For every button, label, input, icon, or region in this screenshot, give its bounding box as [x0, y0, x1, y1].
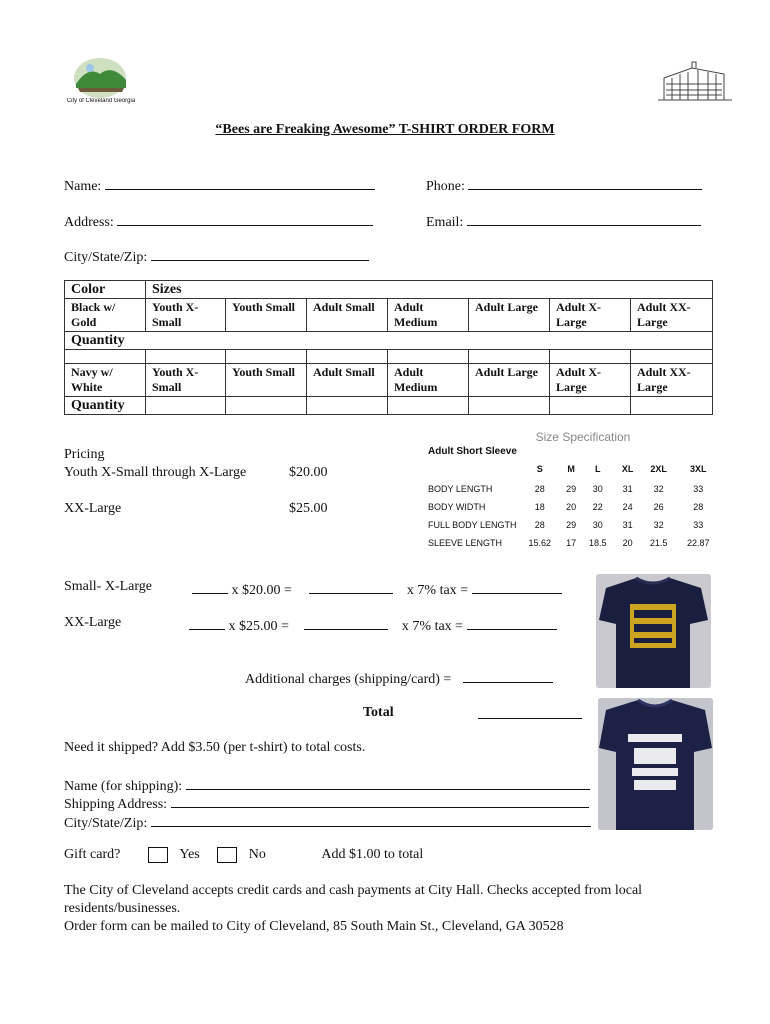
spec-cell: 18.5 [588, 538, 607, 548]
tax-small-xl-field[interactable] [472, 579, 562, 594]
ship-city-field[interactable] [151, 812, 591, 827]
ship-city-label: City/State/Zip: [64, 816, 148, 831]
email-label: Email: [426, 215, 464, 230]
qty-black-adult-l[interactable] [469, 350, 550, 364]
gift-note: Add $1.00 to total [321, 847, 424, 863]
ship-name-field[interactable] [186, 775, 590, 790]
spec-cell: 22.87 [686, 538, 710, 548]
spec-cell: 20 [566, 502, 577, 512]
shirt-photo-black-gold [596, 574, 711, 688]
spec-cell: 24 [622, 502, 633, 512]
spec-row [428, 520, 720, 538]
subtotal-small-xl-field[interactable] [309, 579, 393, 594]
ship-name-label: Name (for shipping): [64, 779, 183, 794]
color-navy-white: Navy w/ White [65, 364, 146, 397]
logo-caption: City of Cleveland Georgia [66, 98, 136, 104]
spec-cell: 29 [566, 484, 577, 494]
calc-row1-label: Small- X-Large [64, 579, 152, 594]
gift-row [64, 847, 423, 863]
gift-no-label: No [248, 847, 266, 863]
calc-row2-label: XX-Large [64, 615, 122, 630]
email-row [426, 211, 701, 231]
footer-payment: The City of Cleveland accepts credit cards and cash payments at City Hall. Checks accepted from local residents/businesses. [64, 883, 643, 916]
ship-address-label: Shipping Address: [64, 797, 168, 812]
city-row [64, 246, 369, 266]
spec-col-xl: XL [621, 464, 634, 474]
calc-row1-tax: x 7% tax = [406, 583, 469, 598]
address-row [64, 211, 373, 231]
color-header: Color [65, 281, 146, 299]
spec-cell: 22 [592, 502, 603, 512]
size-adult-xxl-2: Adult XX-Large [631, 364, 713, 397]
phone-row [426, 175, 702, 195]
subtotal-xxl-field[interactable] [304, 615, 388, 630]
spec-cell: 30 [592, 484, 603, 494]
gift-label: Gift card? [64, 847, 121, 863]
qty-navy-adult-s[interactable] [307, 397, 388, 415]
calc-row2-tax: x 7% tax = [401, 619, 464, 634]
pricing-row1-label: Youth X-Small through X-Large [64, 465, 247, 480]
address-field[interactable] [117, 211, 373, 226]
city-logo [66, 54, 136, 110]
total-field[interactable] [478, 704, 582, 719]
size-adult-xl-2: Adult X-Large [550, 364, 631, 397]
spec-cell: 32 [653, 484, 664, 494]
spec-cell: 31 [622, 520, 633, 530]
spec-row [428, 538, 720, 556]
spec-cell: 31 [622, 484, 633, 494]
additional-field[interactable] [463, 668, 553, 683]
spec-cell: 33 [693, 520, 704, 530]
size-spec-table [428, 463, 720, 556]
qty-black-adult-xl[interactable] [550, 350, 631, 364]
gift-yes-checkbox[interactable] [148, 847, 168, 863]
size-adult-s-2: Adult Small [307, 364, 388, 397]
qty-navy-adult-l[interactable] [469, 397, 550, 415]
qty-navy-youth-s[interactable] [226, 397, 307, 415]
qty-navy-youth-xs[interactable] [146, 397, 226, 415]
size-adult-s: Adult Small [307, 299, 388, 332]
total-label: Total [363, 705, 394, 720]
phone-label: Phone: [426, 179, 465, 194]
spec-row-label: BODY LENGTH [428, 484, 493, 494]
pricing-row2-label: XX-Large [64, 501, 122, 516]
spec-cell: 20 [622, 538, 633, 548]
qty-navy-adult-xxl[interactable] [631, 397, 713, 415]
size-spec-subtitle: Adult Short Sleeve [428, 446, 517, 457]
calc-row1 [192, 579, 562, 599]
qty-black-adult-s[interactable] [307, 350, 388, 364]
shirt-navy-white-graphic [598, 698, 713, 830]
spec-col-3xl: 3XL [689, 464, 707, 474]
gift-no-checkbox[interactable] [217, 847, 237, 863]
spec-row-label: SLEEVE LENGTH [428, 538, 503, 548]
ship-address-field[interactable] [171, 793, 589, 808]
size-adult-l: Adult Large [469, 299, 550, 332]
spec-cell: 15.62 [528, 538, 551, 548]
spec-cell: 17 [566, 538, 577, 548]
qty-black-youth-xs[interactable] [146, 350, 226, 364]
spec-cell: 18 [534, 502, 545, 512]
pricing-row2-price: $25.00 [289, 501, 328, 516]
spec-cell: 30 [592, 520, 603, 530]
size-adult-l-2: Adult Large [469, 364, 550, 397]
spec-row-label: BODY WIDTH [428, 502, 486, 512]
spec-cell: 28 [693, 502, 704, 512]
city-label: City/State/Zip: [64, 250, 148, 265]
order-table [64, 280, 713, 415]
color-black-gold: Black w/ Gold [65, 299, 146, 332]
spec-col-2xl: 2XL [650, 464, 667, 474]
qty-xxl-field[interactable] [189, 615, 225, 630]
shipping-question: Need it shipped? Add $3.50 (per t-shirt) to total costs. [64, 740, 366, 755]
calc-row2 [189, 615, 557, 635]
additional-row [245, 668, 553, 688]
spec-cell: 26 [653, 502, 664, 512]
quantity-spacer-1 [146, 332, 713, 350]
name-row [64, 175, 375, 195]
qty-black-adult-xxl[interactable] [631, 350, 713, 364]
shirt-black-gold-graphic [596, 574, 711, 688]
additional-label: Additional charges (shipping/card) = [245, 672, 452, 687]
spec-col-blank [428, 463, 518, 484]
ship-name-row [64, 775, 590, 795]
tax-xxl-field[interactable] [467, 615, 557, 630]
size-adult-m: Adult Medium [388, 299, 469, 332]
spec-cell: 21.5 [649, 538, 668, 548]
spec-cell: 33 [693, 484, 704, 494]
spec-row [428, 502, 720, 520]
size-adult-xxl: Adult XX-Large [631, 299, 713, 332]
qty-black-adult-m[interactable] [388, 350, 469, 364]
size-adult-m-2: Adult Medium [388, 364, 469, 397]
spec-cell: 29 [566, 520, 577, 530]
size-spec [428, 430, 728, 556]
spec-col-s: S [536, 464, 543, 474]
city-hall-sketch [652, 60, 738, 108]
spec-col-l: L [594, 464, 601, 474]
calc-row2-mult: x $25.00 = [228, 619, 289, 634]
qty-black-color [65, 350, 146, 364]
phone-field[interactable] [468, 175, 702, 190]
size-youth-s: Youth Small [226, 299, 307, 332]
address-label: Address: [64, 215, 114, 230]
spec-col-m: M [567, 464, 575, 474]
qty-small-xl-field[interactable] [192, 579, 228, 594]
total-field-wrap [478, 704, 582, 724]
size-youth-xs: Youth X-Small [146, 299, 226, 332]
calc-row1-mult: x $20.00 = [231, 583, 292, 598]
name-field[interactable] [105, 175, 375, 190]
form-title: “Bees are Freaking Awesome” T-SHIRT ORDER FORM [215, 122, 555, 137]
qty-navy-adult-m[interactable] [388, 397, 469, 415]
gift-yes-label: Yes [179, 847, 200, 863]
ship-city-row [64, 812, 591, 832]
pricing-row1-price: $20.00 [289, 465, 328, 480]
quantity-label-1: Quantity [65, 332, 146, 350]
size-youth-xs-2: Youth X-Small [146, 364, 226, 397]
qty-navy-adult-xl[interactable] [550, 397, 631, 415]
name-label: Name: [64, 179, 102, 194]
quantity-label-2: Quantity [65, 397, 146, 415]
city-field[interactable] [151, 246, 369, 261]
pricing-heading: Pricing [64, 447, 105, 462]
size-youth-s-2: Youth Small [226, 364, 307, 397]
size-adult-xl: Adult X-Large [550, 299, 631, 332]
sizes-header: Sizes [146, 281, 713, 299]
spec-cell: 32 [653, 520, 664, 530]
spec-row [428, 484, 720, 502]
size-spec-title: Size Specification [535, 430, 631, 444]
spec-cell: 28 [534, 484, 545, 494]
shirt-photo-navy-white [598, 698, 713, 830]
footer-mail: Order form can be mailed to City of Cleveland, 85 South Main St., Cleveland, GA 30528 [64, 919, 564, 934]
spec-row-label: FULL BODY LENGTH [428, 520, 517, 530]
email-field[interactable] [467, 211, 701, 226]
qty-black-youth-s[interactable] [226, 350, 307, 364]
ship-address-row [64, 793, 589, 813]
spec-cell: 28 [534, 520, 545, 530]
